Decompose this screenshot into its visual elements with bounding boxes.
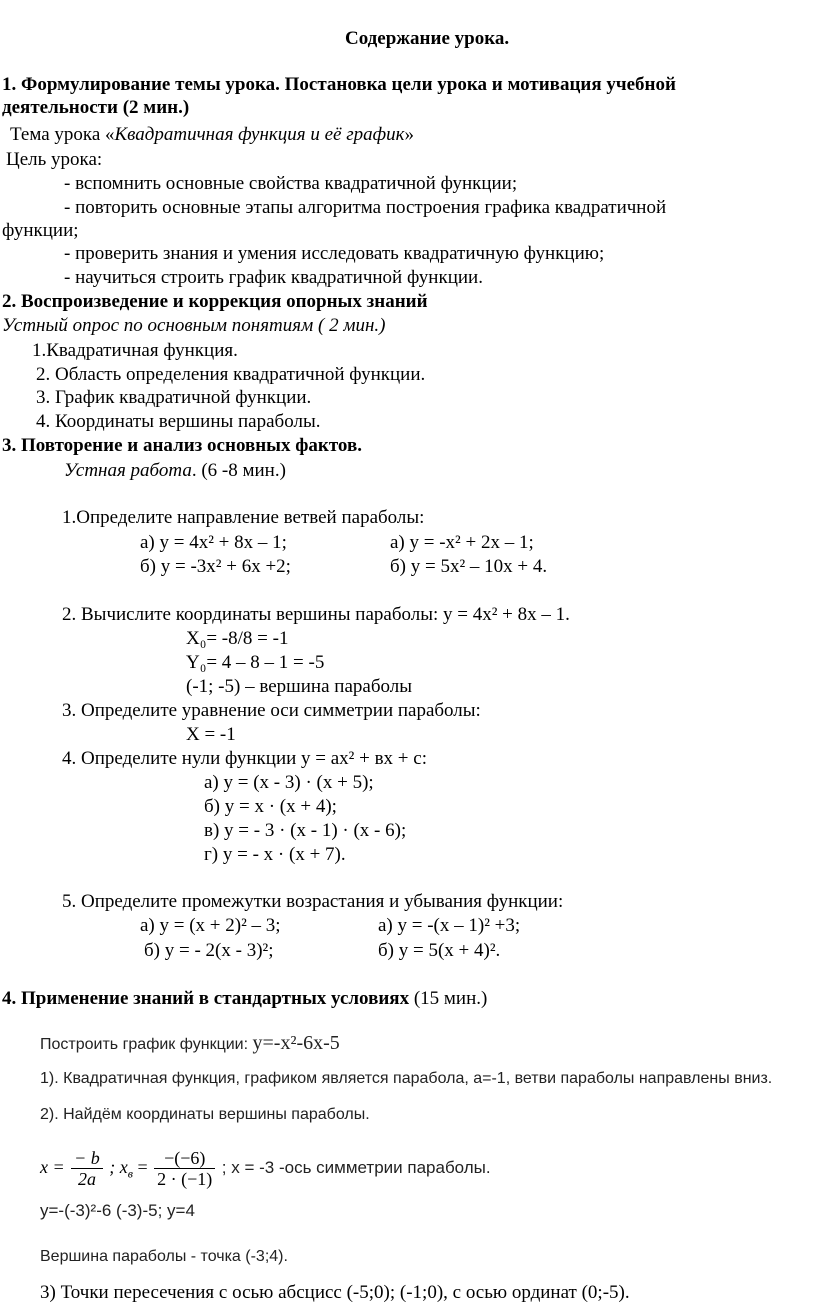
lesson-goal-label: Цель урока: — [6, 149, 103, 170]
task-2-step: (-1; -5) – вершина параболы — [186, 676, 412, 697]
task-1-option: б) у = -3х² + 6х +2; — [140, 556, 291, 577]
task-3-answer: Х = -1 — [186, 724, 236, 745]
construct-task: Построить график функции: у=-х²-6х-5 — [40, 1032, 340, 1054]
step-3-intersections: 3) Точки пересечения с осью абсцисс (-5;0); (-1;0), с осью ординат (0;-5). — [40, 1282, 630, 1303]
section-2-subheading: Устный опрос по основным понятиям ( 2 мин.) — [2, 315, 386, 336]
task-5: 5. Определите промежутки возрастания и убывания функции: — [62, 891, 564, 912]
task-2-step: Х₀= -8/8 = -1 — [186, 628, 289, 649]
task-2: 2. Вычислите координаты вершины параболы: у = 4х² + 8х – 1. — [62, 604, 570, 625]
section-2-heading: 2. Воспроизведение и коррекция опорных знаний — [2, 291, 428, 312]
question-item: 2. Область определения квадратичной функции. — [36, 364, 426, 385]
goal-item: - повторить основные этапы алгоритма построения графика квадратичной — [64, 197, 667, 218]
section-1-heading: 1. Формулирование темы урока. Постановка цели урока и мотивация учебной — [2, 74, 676, 95]
section-4-heading: 4. Применение знаний в стандартных условиях (15 мин.) — [2, 988, 488, 1009]
fraction-minus-b-over-2a: $\frac{- b}{2a}$ — [71, 1148, 103, 1189]
page-title: Содержание урока. — [345, 28, 510, 49]
task-4-option: б) у = х · (х + 4); — [204, 796, 337, 817]
task-2-step: Y₀= 4 – 8 – 1 = -5 — [186, 652, 325, 673]
task-1-option: а) у = -х² + 2х – 1; — [390, 532, 534, 553]
question-item: 1.Квадратичная функция. — [32, 340, 238, 361]
task-4: 4. Определите нули функции у = ах² + вх + с: — [62, 748, 427, 769]
lesson-topic: Тема урока «Квадратичная функция и её график» — [10, 124, 415, 145]
task-1: 1.Определите направление ветвей параболы: — [62, 507, 425, 528]
task-3: 3. Определите уравнение оси симметрии параболы: — [62, 700, 481, 721]
oral-work-label: Устная работа. (6 -8 мин.) — [64, 460, 286, 481]
task-5-option: б) у = - 2(х - 3)²; — [144, 940, 274, 961]
goal-item-cont: функции; — [2, 220, 79, 241]
task-5-option: а) у = (х + 2)² – 3; — [140, 915, 281, 936]
fraction-vertex-x: $\frac{-(-6)}{2 \cdot (-1)}$ — [154, 1148, 215, 1189]
question-item: 3. График квадратичной функции. — [36, 387, 312, 408]
section-3-heading: 3. Повторение и анализ основных фактов. — [2, 435, 362, 456]
task-5-option: а) у = -(х – 1)² +3; — [378, 915, 521, 936]
y-vertex-calculation: у=-(-3)²-6 (-3)-5; у=4 — [40, 1201, 195, 1220]
step-2: 2). Найдём координаты вершины параболы. — [40, 1106, 370, 1123]
question-item: 4. Координаты вершины параболы. — [36, 411, 321, 432]
goal-item: - вспомнить основные свойства квадратичной функции; — [64, 173, 518, 194]
vertex-result: Вершина параболы - точка (-3;4). — [40, 1248, 288, 1265]
task-1-option: а) у = 4х² + 8х – 1; — [140, 532, 287, 553]
task-4-option: в) у = - 3 · (х - 1) · (х - 6); — [204, 820, 407, 841]
section-1-heading-cont: деятельности (2 мин.) — [2, 97, 190, 118]
task-1-option: б) у = 5х² – 10х + 4. — [390, 556, 548, 577]
task-5-option: б) у = 5(х + 4)². — [378, 940, 501, 961]
goal-item: - научиться строить график квадратичной функции. — [64, 267, 483, 288]
task-4-option: а) у = (х - 3) · (х + 5); — [204, 772, 374, 793]
step-1: 1). Квадратичная функция, графиком является парабола, а=-1, ветви параболы направлены вниз. — [40, 1070, 773, 1087]
vertex-formula: x = $\frac{- b}{2a}$ ; $x_в$ = $\frac{-(-6)}{2 \cdot (-1)}$ ; х = -3 -ось симметрии параболы. — [40, 1148, 491, 1190]
task-4-option: г) у = - х · (х + 7). — [204, 844, 346, 865]
goal-item: - проверить знания и умения исследовать квадратичную функцию; — [64, 243, 605, 264]
